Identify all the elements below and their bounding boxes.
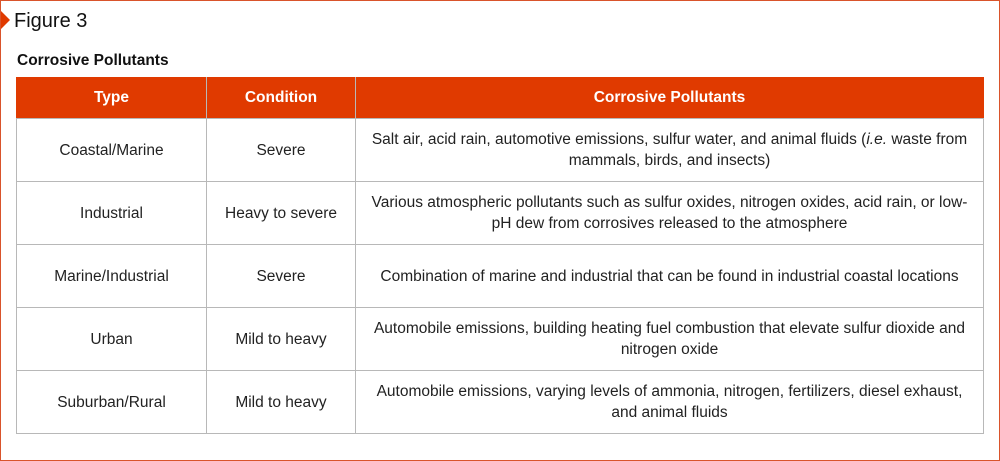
pollutants-text-italic: i.e. (866, 131, 888, 148)
table-row (17, 371, 984, 434)
table-row (17, 119, 984, 182)
cell-pollutants (356, 119, 984, 182)
cell-pollutants: Combination of marine and industrial that can be found in industrial coastal locations (356, 245, 984, 308)
cell-type: Industrial (17, 182, 207, 245)
table-row (17, 245, 984, 308)
cell-condition: Severe (207, 245, 356, 308)
header-pollutants: Corrosive Pollutants (356, 78, 984, 119)
cell-type: Urban (17, 308, 207, 371)
figure-label: Figure 3 (14, 10, 88, 32)
cell-pollutants: Various atmospheric pollutants such as sulfur oxides, nitrogen oxides, acid rain, or low-pH dew from corrosives released to the atmosphere (356, 182, 984, 245)
table-row (17, 308, 984, 371)
pollutants-text-after: waste from mammals, birds, and insects) (568, 131, 968, 169)
cell-condition: Heavy to severe (207, 182, 356, 245)
cell-pollutants: Automobile emissions, building heating fuel combustion that elevate sulfur dioxide and nitrogen oxide (356, 308, 984, 371)
cell-condition: Severe (207, 119, 356, 182)
table-header-row (17, 78, 984, 119)
cell-type: Marine/Industrial (17, 245, 207, 308)
table-title: Corrosive Pollutants (17, 52, 169, 69)
cell-type: Coastal/Marine (17, 119, 207, 182)
cell-condition: Mild to heavy (207, 371, 356, 434)
figure-marker-arrow-icon (1, 11, 10, 29)
corrosive-pollutants-table (16, 77, 984, 434)
header-condition: Condition (207, 78, 356, 119)
table-row (17, 182, 984, 245)
cell-type: Suburban/Rural (17, 371, 207, 434)
cell-condition: Mild to heavy (207, 308, 356, 371)
cell-pollutants: Automobile emissions, varying levels of ammonia, nitrogen, fertilizers, diesel exhaust, and animal fluids (356, 371, 984, 434)
header-type: Type (17, 78, 207, 119)
pollutants-text-before: Salt air, acid rain, automotive emissions, sulfur water, and animal fluids ( (371, 131, 867, 148)
